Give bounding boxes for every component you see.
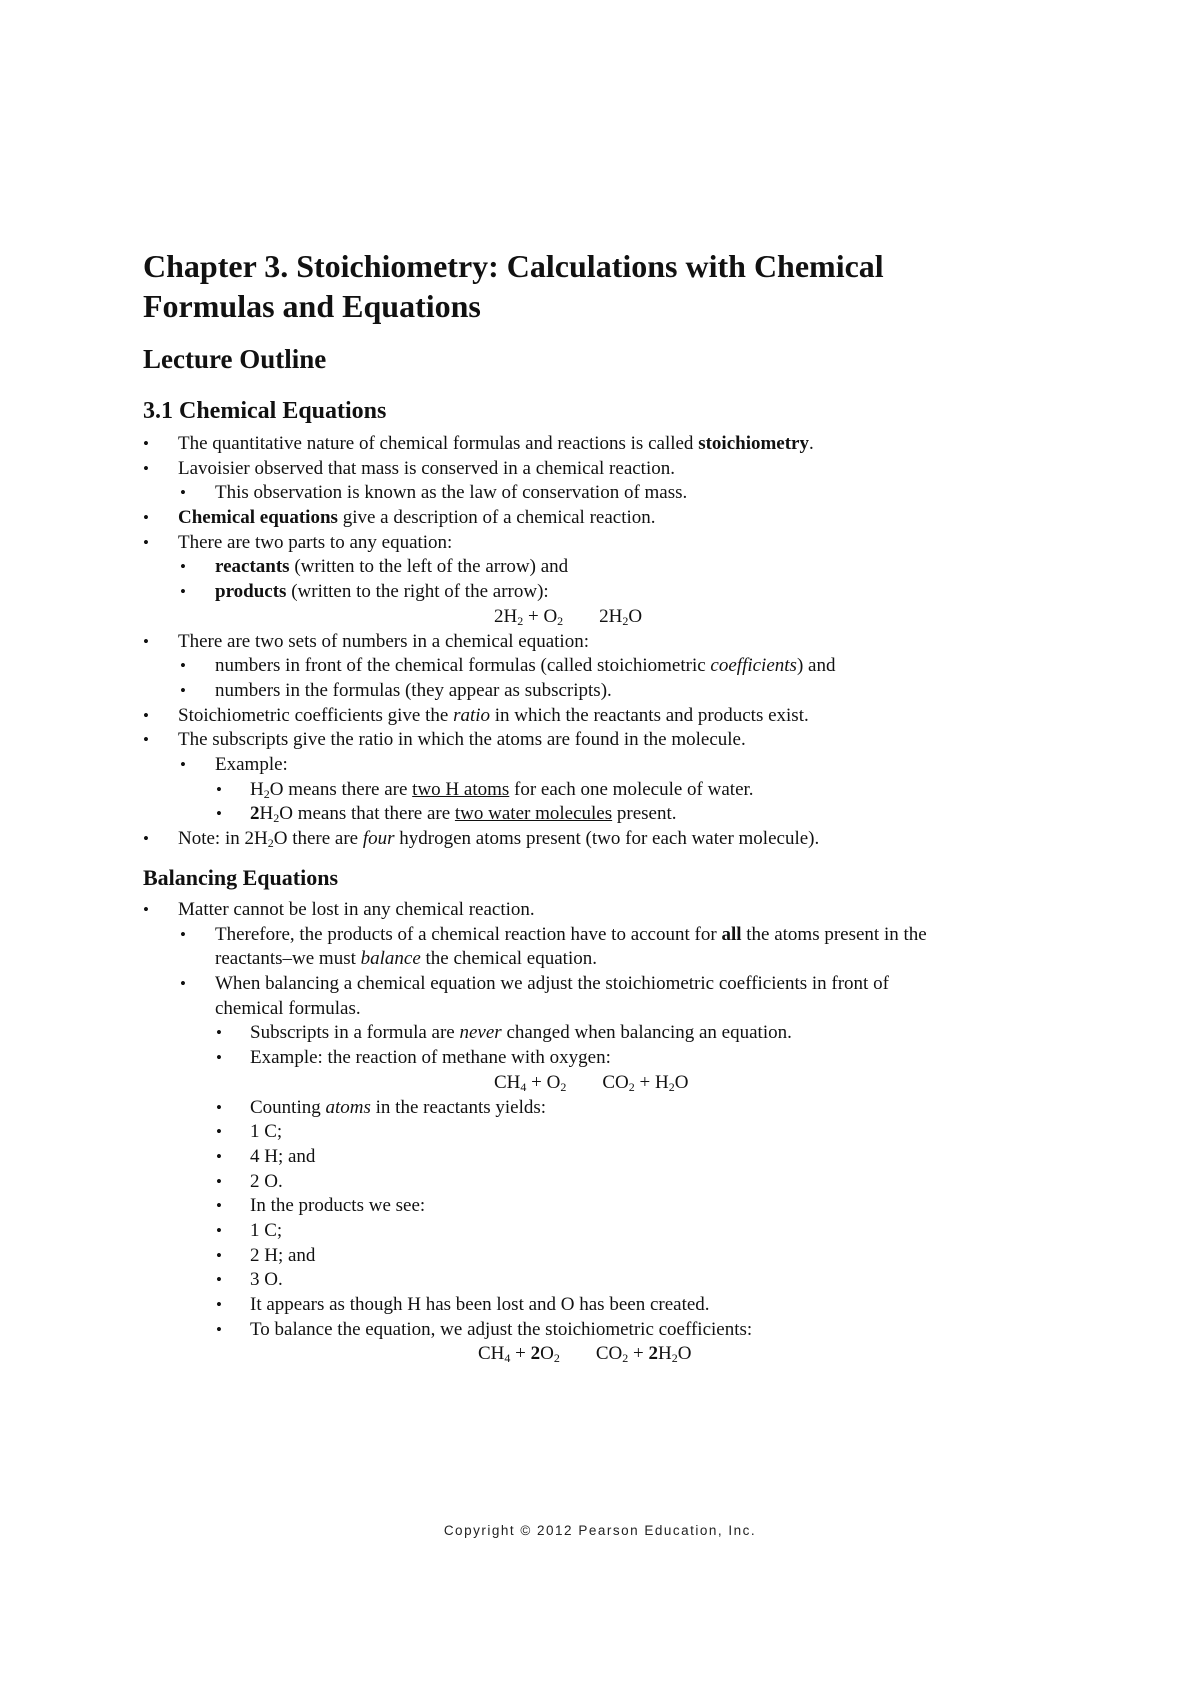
bullet-icon: • <box>216 1048 222 1068</box>
bullet-icon: • <box>180 974 186 994</box>
equation-methane: $CH_4 + O_2$ $CO_2 + H_2O$ <box>494 1071 689 1094</box>
bullet-icon: • <box>216 804 222 824</box>
bullet-icon: • <box>216 1295 222 1314</box>
list-item: • 4 H; and <box>0 1145 1200 1170</box>
bullet-icon: • <box>180 557 186 577</box>
chapter-title <box>143 246 1083 326</box>
list-item-continuation: reactants–we must balance the chemical equation. <box>215 948 597 970</box>
list-item: • reactants (written to the left of the arrow) and <box>0 555 1200 580</box>
bullet-icon: • <box>143 631 149 651</box>
list-item: • There are two parts to any equation: <box>0 531 1200 556</box>
bullet-icon: • <box>143 508 149 528</box>
bullet-icon: • <box>143 730 149 750</box>
bullet-icon: • <box>180 582 186 602</box>
bullet-icon: • <box>216 1023 222 1043</box>
list-item: • Subscripts in a formula are never changed when balancing an equation. <box>0 1021 1200 1046</box>
copyright-footer: Copyright © 2012 Pearson Education, Inc. <box>443 1523 757 1538</box>
bullet-icon: • <box>180 924 186 944</box>
list-item: • 1 C; <box>0 1120 1200 1145</box>
title-line-2: Formulas and Equations <box>143 288 481 324</box>
bullet-icon: • <box>216 1196 222 1216</box>
bullet-icon: • <box>216 1270 222 1290</box>
list-item: • products (written to the right of the arrow): <box>0 580 1200 605</box>
list-item: • The quantitative nature of chemical formulas and reactions is called stoichiometry. <box>0 432 1200 457</box>
bullet-icon: • <box>216 1122 222 1142</box>
bullet-icon: • <box>143 705 149 725</box>
bullet-icon: • <box>216 1220 222 1240</box>
list-item: • 1 C; <box>0 1219 1200 1244</box>
bullet-icon: • <box>216 1146 222 1166</box>
outline-heading: Lecture Outline <box>143 344 327 374</box>
list-item: • 3 O. <box>0 1268 1200 1293</box>
list-item: • Note: in $2H_2O$ there are four hydrogen atoms present (two for each water molecule). <box>143 828 820 850</box>
list-item-continuation: chemical formulas. <box>215 997 361 1019</box>
list-item: • Matter cannot be lost in any chemical reaction. <box>0 898 1200 923</box>
list-item: • Chemical equations give a description of a chemical reaction. <box>0 506 1200 531</box>
equation-water: $2H_2 + O_2$ $2H_2O$ <box>494 605 643 628</box>
list-item: • Counting atoms in the reactants yields: <box>0 1096 1200 1121</box>
bullet-icon: • <box>143 829 149 848</box>
bullet-icon: • <box>180 483 186 503</box>
subsection-heading: Balancing Equations <box>143 865 339 890</box>
list-item: • Lavoisier observed that mass is conserved in a chemical reaction. <box>0 457 1200 482</box>
title-line-1: Chapter 3. Stoichiometry: Calculations with Chemical <box>143 248 884 284</box>
bullet-icon: • <box>180 680 186 700</box>
bullet-icon: • <box>216 779 222 799</box>
section-heading: 3.1 Chemical Equations <box>143 398 387 424</box>
list-item: • Stoichiometric coefficients give the ratio in which the reactants and products exist. <box>0 704 1200 729</box>
list-item: • numbers in front of the chemical formulas (called stoichiometric coefficients) and <box>0 654 1200 679</box>
list-item: • $H_2O$ means there are two H atoms for each one molecule of water. <box>216 778 754 801</box>
section-2-list <box>0 898 1200 1367</box>
equation-methane-balanced: $CH_4 + 2O_2$ $CO_2 + 2H_2O$ <box>478 1343 692 1366</box>
bullet-icon: • <box>216 1319 222 1339</box>
list-item: • $2H_2O$ means that there are two water molecules present. <box>216 803 677 826</box>
list-item: • The subscripts give the ratio in which the atoms are found in the molecule. <box>0 728 1200 753</box>
list-item: • This observation is known as the law of conservation of mass. <box>0 481 1200 506</box>
bullet-icon: • <box>216 1171 222 1191</box>
list-item: • 2 O. <box>0 1170 1200 1195</box>
list-item: • In the products we see: <box>0 1194 1200 1219</box>
list-item: • Example: the reaction of methane with oxygen: <box>0 1046 1200 1071</box>
bullet-icon: • <box>180 656 186 676</box>
bullet-icon: • <box>143 434 149 453</box>
section-1-list <box>0 432 1200 852</box>
list-item: • 2 H; and <box>0 1244 1200 1269</box>
bullet-icon: • <box>180 754 186 774</box>
list-item: • To balance the equation, we adjust the stoichiometric coefficients: <box>0 1318 1200 1343</box>
bullet-icon: • <box>143 900 149 919</box>
list-item: • There are two sets of numbers in a chemical equation: <box>0 630 1200 655</box>
list-item: • Therefore, the products of a chemical reaction have to account for all the atoms present in the <box>0 923 1200 948</box>
list-item: • Example: <box>0 753 1200 778</box>
list-item: • It appears as though H has been lost and O has been created. <box>0 1293 1200 1318</box>
list-item: • When balancing a chemical equation we adjust the stoichiometric coefficients in front of <box>0 972 1200 997</box>
bullet-icon: • <box>143 458 149 478</box>
bullet-icon: • <box>143 532 149 552</box>
bullet-icon: • <box>216 1245 222 1265</box>
bullet-icon: • <box>216 1097 222 1117</box>
list-item: • numbers in the formulas (they appear as subscripts). <box>0 679 1200 704</box>
